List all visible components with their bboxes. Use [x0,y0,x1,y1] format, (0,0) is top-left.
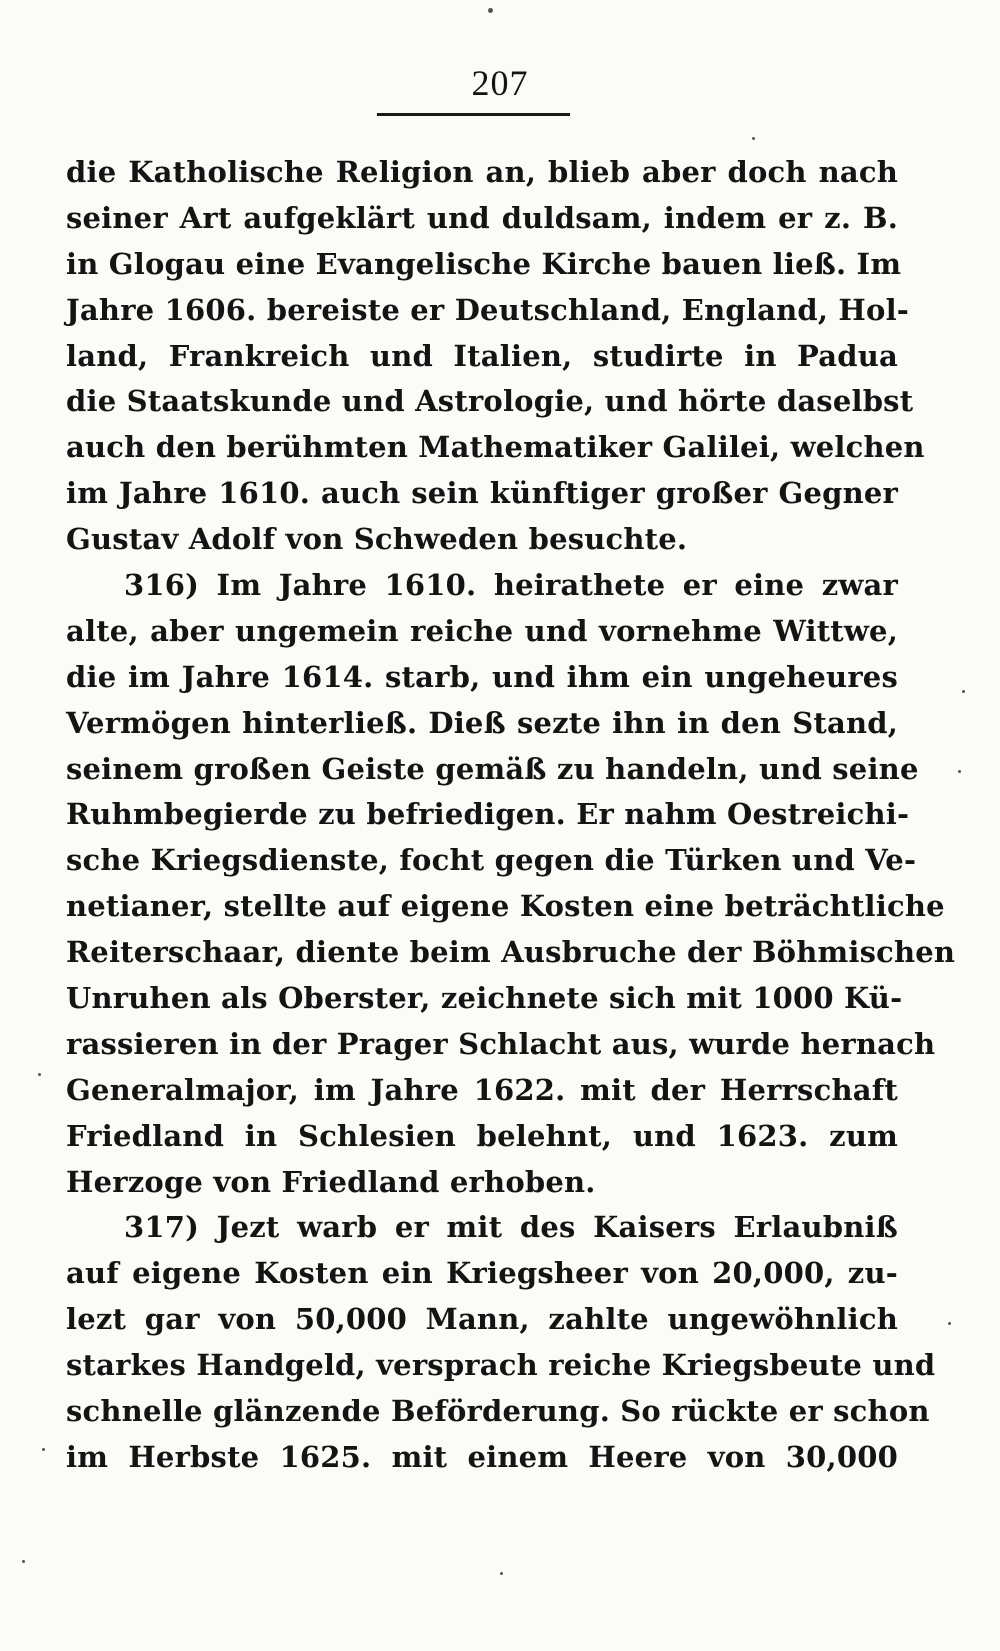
text-line: alte, aber ungemein reiche und vornehme Wittwe, [66,613,898,648]
paper-speck [22,1560,25,1563]
paragraph-316-start: 316) Im Jahre 1610. heirathete er eine zwar [124,568,898,603]
paper-speck [42,1448,45,1451]
text-line: die Katholische Religion an, blieb aber doch nach [66,155,898,189]
page-number: 207 [471,63,529,103]
text-line: land, Frankreich und Italien, studirte in Padua [66,338,898,373]
paper-speck [38,1073,41,1076]
text-line: Gustav Adolf von Schweden besuchte. [66,522,688,557]
text-line: Generalmajor, im Jahre 1622. mit der Herrschaft [66,1072,898,1107]
text-line: auf eigene Kosten ein Kriegsheer von 20,000, zu- [66,1256,898,1291]
paper-speck [488,8,493,13]
text-line: die im Jahre 1614. starb, und ihm ein ungeheures [66,659,898,694]
text-line: im Herbste 1625. mit einem Heere von 30,000 [66,1439,898,1474]
text-line: schnelle glänzende Beförderung. So rückte er schon [66,1394,930,1429]
text-line: Unruhen als Oberster, zeichnete sich mit 1000 Kü- [66,981,903,1016]
text-line: Herzoge von Friedland erhoben. [66,1164,596,1199]
text-line: Reiterschaar, diente beim Ausbruche der Böhmischen [66,935,956,970]
text-line: im Jahre 1610. auch sein künftiger großer Gegner [66,476,898,511]
text-line: netianer, stellte auf eigene Kosten eine beträchtliche [66,889,945,924]
text-line: seinem großen Geiste gemäß zu handeln, und seine [66,751,919,786]
text-line: starkes Handgeld, versprach reiche Kriegsbeute und [66,1348,936,1383]
text-line: seiner Art aufgeklärt und duldsam, indem er z. B. [66,200,898,235]
text-line: Vermögen hinterließ. Dieß sezte ihn in den Stand, [66,705,898,740]
paper-speck [752,137,755,140]
paper-speck [958,770,961,773]
text-line: Friedland in Schlesien belehnt, und 1623. zum [66,1118,898,1153]
paragraph-317-start: 317) Jezt warb er mit des Kaisers Erlaubniß [124,1210,898,1245]
header-rule [377,113,570,116]
text-line: lezt gar von 50,000 Mann, zahlte ungewöhnlich [66,1302,898,1337]
text-line: die Staatskunde und Astrologie, und hörte daselbst [66,384,914,419]
text-line: Jahre 1606. bereiste er Deutschland, England, Hol- [66,292,910,327]
text-line: sche Kriegsdienste, focht gegen die Türken und Ve- [66,843,917,878]
body-text [66,150,956,1481]
text-line: Ruhmbegierde zu befriedigen. Er nahm Oestreichi- [66,797,910,832]
text-line: rassieren in der Prager Schlacht aus, wurde hernach [66,1026,936,1061]
paper-speck [962,690,965,693]
paper-speck [500,1572,503,1575]
text-line: auch den berühmten Mathematiker Galilei, welchen [66,430,925,465]
paper-speck [948,1322,951,1325]
text-line: in Glogau eine Evangelische Kirche bauen ließ. Im [66,246,902,281]
